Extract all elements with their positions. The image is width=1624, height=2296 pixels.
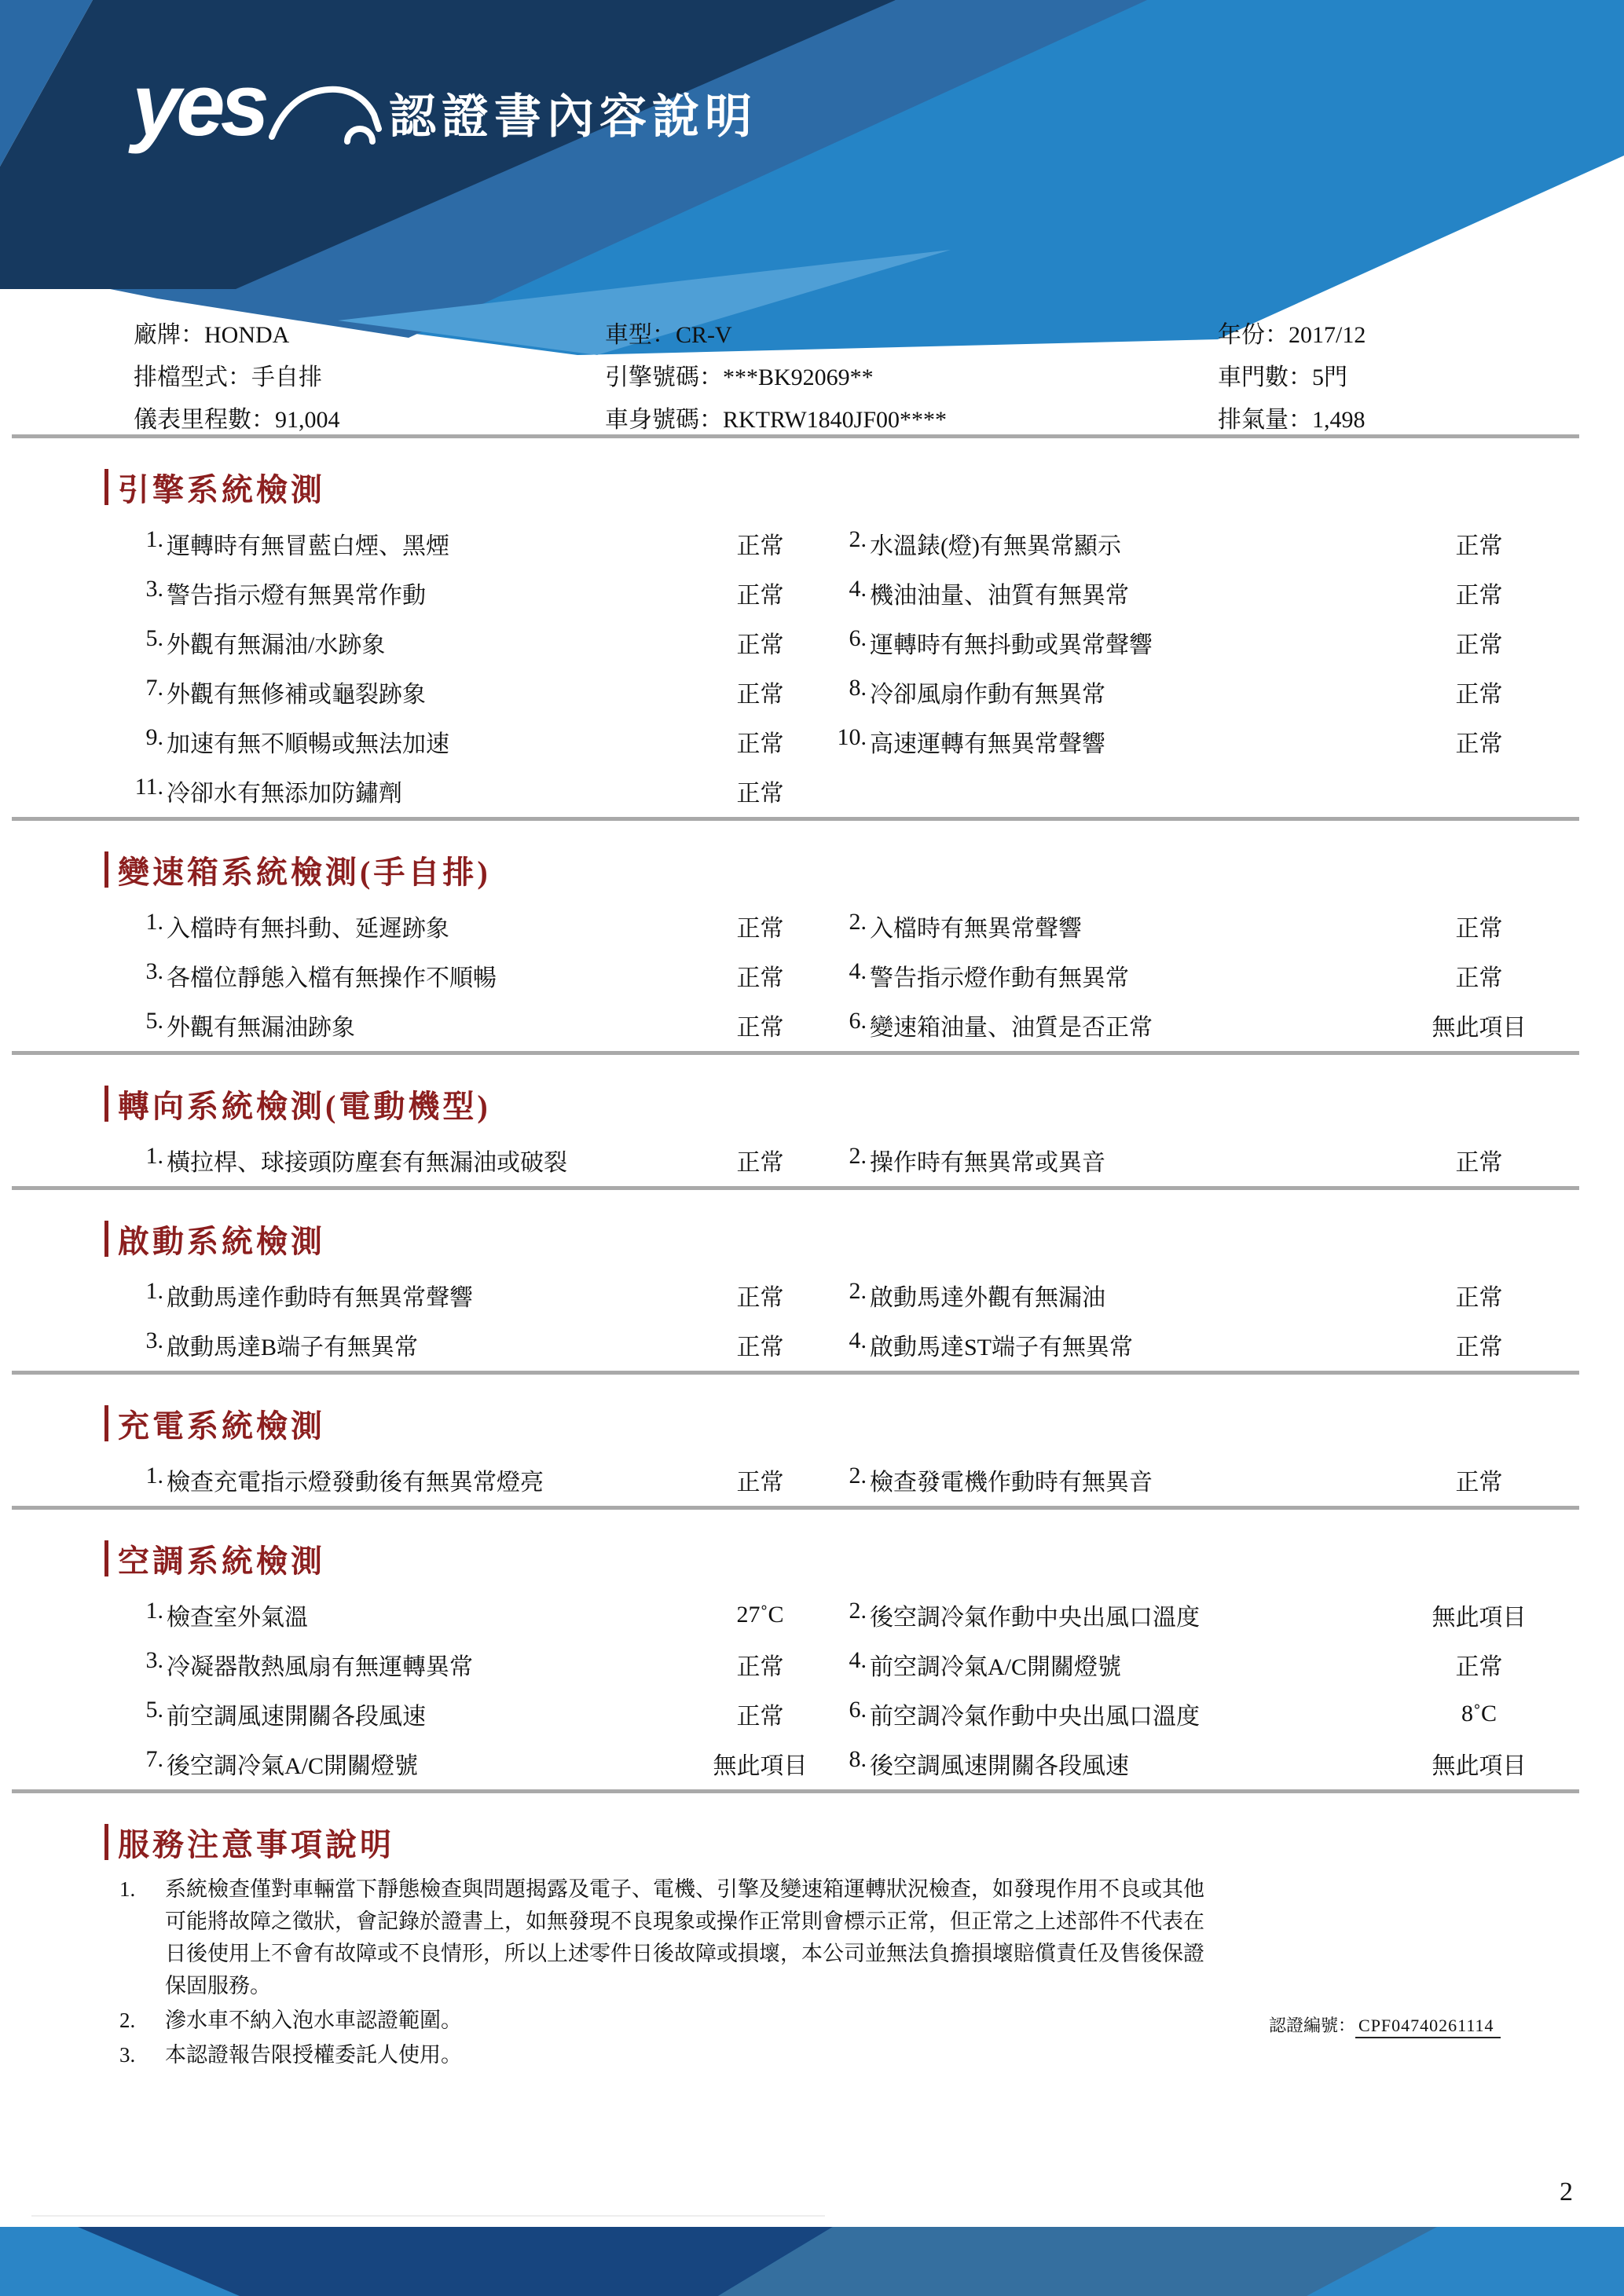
item-text: 後空調風速開關各段風速 — [870, 1752, 1129, 1779]
item-number: 2. — [849, 1142, 867, 1169]
item-text: 檢查室外氣溫 — [167, 1604, 308, 1631]
item-number: 7. — [145, 674, 163, 701]
section-title — [104, 851, 1579, 888]
item-text: 變速箱油量、油質是否正常 — [870, 1014, 1153, 1041]
section-engine — [12, 468, 1579, 821]
info-field: 車型：CR-V — [605, 322, 732, 348]
info-field: 車身號碼：RKTRW1840JF00**** — [605, 407, 948, 433]
title-bar-icon — [104, 1086, 108, 1122]
item-number: 2. — [849, 525, 867, 552]
inspection-result: 無此項目 — [1432, 1752, 1527, 1779]
item-number: 5. — [145, 1007, 163, 1034]
section-title-text: 變速箱系統檢測(手自排) — [118, 854, 491, 890]
inspection-item — [821, 625, 1418, 660]
note-text: 本認證報告限授權委託人使用。 — [165, 2043, 462, 2067]
inspection-item — [118, 1327, 699, 1362]
inspection-item — [118, 1278, 699, 1313]
note-text: 滲水車不納入泡水車認證範圍。 — [165, 2009, 462, 2032]
note-item — [118, 1873, 1579, 2002]
item-text: 操作時有無異常或異音 — [870, 1149, 1105, 1176]
item-text: 外觀有無漏油跡象 — [167, 1014, 355, 1041]
inspection-result: 正常 — [1455, 965, 1503, 991]
item-text: 警告指示燈作動有無異常 — [870, 965, 1129, 991]
item-text: 橫拉桿、球接頭防塵套有無漏油或破裂 — [167, 1149, 567, 1176]
item-text: 水溫錶(燈)有無異常顯示 — [870, 533, 1121, 559]
item-text: 啟動馬達ST端子有無異常 — [870, 1334, 1134, 1360]
item-text: 警告指示燈有無異常作動 — [167, 582, 426, 609]
inspection-result: 無此項目 — [1432, 1604, 1527, 1631]
inspection-result: 正常 — [1455, 1469, 1503, 1496]
item-number: 5. — [145, 624, 163, 651]
inspection-item — [821, 724, 1418, 759]
title-bar-icon — [104, 851, 108, 888]
inspection-item — [118, 576, 699, 610]
inspection-result: 正常 — [736, 1334, 784, 1360]
item-number: 7. — [145, 1745, 163, 1772]
info-field: 引擎號碼：***BK92069** — [605, 364, 874, 390]
item-number: 9. — [145, 723, 163, 750]
section-title — [104, 1085, 1579, 1122]
inspection-item — [821, 1278, 1418, 1313]
item-text: 檢查充電指示燈發動後有無異常燈亮 — [167, 1469, 544, 1496]
title-bar-icon — [104, 1221, 108, 1257]
item-number: 5. — [145, 1696, 163, 1723]
item-number: 10. — [837, 723, 867, 750]
item-text: 外觀有無漏油/水跡象 — [167, 632, 386, 658]
divider — [12, 1371, 1579, 1375]
notes-list — [118, 1873, 1579, 2071]
inspection-result: 正常 — [1455, 915, 1503, 942]
yes-logo: yes — [132, 56, 265, 154]
inspection-result: 正常 — [736, 1284, 784, 1311]
item-number: 11. — [134, 773, 163, 800]
inspection-item — [821, 1463, 1418, 1497]
item-number: 4. — [849, 958, 867, 984]
item-number: 2. — [849, 908, 867, 935]
inspection-report — [12, 434, 1579, 2074]
inspection-item — [118, 774, 699, 808]
inspection-item — [821, 958, 1418, 993]
section-title — [104, 468, 1579, 506]
item-grid — [118, 1135, 1579, 1185]
inspection-result: 正常 — [736, 1149, 784, 1176]
info-field: 車門數：5門 — [1218, 364, 1347, 390]
item-number: 3. — [145, 1646, 163, 1673]
item-number: 3. — [145, 575, 163, 602]
item-number: 6. — [849, 624, 867, 651]
note-number: 2. — [119, 2009, 136, 2032]
item-text: 前空調冷氣A/C開關燈號 — [870, 1653, 1122, 1680]
certification-number — [1269, 2012, 1501, 2037]
inspection-result: 8˚C — [1461, 1700, 1497, 1727]
inspection-item — [118, 1463, 699, 1497]
item-number: 1. — [145, 1142, 163, 1169]
section-title-text: 充電系統檢測 — [118, 1408, 325, 1444]
title-bar-icon — [104, 469, 108, 505]
item-text: 運轉時有無冒藍白煙、黑煙 — [167, 533, 449, 559]
certification-value: CPF04740261114 — [1355, 2016, 1501, 2038]
item-text: 入檔時有無抖動、延遲跡象 — [167, 915, 449, 942]
section-title — [104, 1220, 1579, 1258]
vehicle-info — [134, 314, 1579, 441]
inspection-item — [821, 1697, 1418, 1731]
inspection-item — [118, 1008, 699, 1042]
item-number: 1. — [145, 908, 163, 935]
item-number: 1. — [145, 525, 163, 552]
inspection-item — [821, 1647, 1418, 1682]
item-text: 後空調冷氣A/C開關燈號 — [167, 1752, 419, 1779]
item-grid — [118, 1270, 1579, 1369]
page-number: 2 — [1560, 2177, 1573, 2206]
inspection-result: 無此項目 — [1432, 1014, 1527, 1041]
item-text: 前空調冷氣作動中央出風口溫度 — [870, 1703, 1200, 1730]
item-text: 啟動馬達外觀有無漏油 — [870, 1284, 1105, 1311]
item-grid — [118, 901, 1579, 1049]
note-item — [118, 2039, 1579, 2071]
item-text: 運轉時有無抖動或異常聲響 — [870, 632, 1153, 658]
inspection-item — [118, 724, 699, 759]
inspection-result: 正常 — [736, 780, 784, 807]
section-title-text: 空調系統檢測 — [118, 1543, 325, 1579]
inspection-result: 正常 — [736, 1469, 784, 1496]
inspection-item — [118, 625, 699, 660]
item-text: 外觀有無修補或龜裂跡象 — [167, 681, 426, 708]
item-text: 機油油量、油質有無異常 — [870, 582, 1129, 609]
item-grid — [118, 1455, 1579, 1504]
item-number: 2. — [849, 1462, 867, 1489]
inspection-item — [821, 1598, 1418, 1632]
section-starting — [12, 1220, 1579, 1375]
item-number: 4. — [849, 575, 867, 602]
inspection-result: 正常 — [1455, 1149, 1503, 1176]
title-bar-icon — [104, 1405, 108, 1441]
item-text: 前空調風速開關各段風速 — [167, 1703, 426, 1730]
inspection-result: 正常 — [736, 533, 784, 559]
section-transmission — [12, 851, 1579, 1055]
certification-label: 認證編號： — [1269, 2016, 1356, 2035]
item-number: 1. — [145, 1462, 163, 1489]
section-steering — [12, 1085, 1579, 1190]
footer-line — [31, 2215, 825, 2217]
section-title-text: 服務注意事項說明 — [118, 1826, 394, 1862]
item-text: 冷卻水有無添加防鏽劑 — [167, 780, 402, 807]
inspection-item — [821, 576, 1418, 610]
divider — [12, 1789, 1579, 1793]
inspection-result: 正常 — [1455, 1284, 1503, 1311]
inspection-result: 無此項目 — [713, 1752, 808, 1779]
item-number: 6. — [849, 1007, 867, 1034]
inspection-result: 正常 — [736, 582, 784, 609]
section-title — [104, 1823, 1579, 1861]
footer-banner — [0, 2227, 1624, 2296]
title-bar-icon — [104, 1540, 108, 1576]
item-number: 4. — [849, 1327, 867, 1353]
item-number: 8. — [849, 1745, 867, 1772]
inspection-result: 正常 — [1455, 533, 1503, 559]
inspection-item — [118, 909, 699, 943]
inspection-item — [118, 1598, 699, 1632]
item-number: 2. — [849, 1597, 867, 1624]
divider — [12, 434, 1579, 438]
page-title: 認證書內容說明 — [389, 90, 757, 143]
item-number: 2. — [849, 1277, 867, 1304]
note-text: 系統檢查僅對車輛當下靜態檢查與問題揭露及電子、電機、引擎及變速箱運轉狀況檢查，如發現作用不良或其他可能將故障之徵狀，會記錄於證書上，如無發現不良現象或操作正常則會標示正常，但正常之上述部件不代表在日後使用上不會有故障或不良情形，所以上述零件日後故障或損壞，本公司並無法負擔損壞賠償責任及售後保證保固服務。 — [165, 1877, 1204, 1998]
car-silhouette-icon — [266, 69, 391, 163]
inspection-item — [118, 1143, 699, 1177]
inspection-item — [118, 1697, 699, 1731]
note-number: 3. — [119, 2043, 136, 2067]
inspection-item — [118, 958, 699, 993]
inspection-item — [821, 1008, 1418, 1042]
info-field: 儀表里程數：91,004 — [134, 407, 340, 433]
divider — [12, 817, 1579, 821]
item-text: 冷凝器散熱風扇有無運轉異常 — [167, 1653, 473, 1680]
inspection-result: 正常 — [736, 915, 784, 942]
inspection-result: 正常 — [736, 632, 784, 658]
inspection-item — [118, 526, 699, 561]
divider — [12, 1186, 1579, 1190]
inspection-result: 正常 — [736, 681, 784, 708]
inspection-result: 27˚C — [736, 1601, 784, 1628]
item-text: 後空調冷氣作動中央出風口溫度 — [870, 1604, 1200, 1631]
item-number: 1. — [145, 1597, 163, 1624]
section-charging — [12, 1404, 1579, 1510]
inspection-result: 正常 — [1455, 1653, 1503, 1680]
section-aircon — [12, 1540, 1579, 1793]
inspection-result: 正常 — [1455, 681, 1503, 708]
inspection-result: 正常 — [1455, 1334, 1503, 1360]
inspection-item — [821, 1746, 1418, 1781]
divider — [12, 1051, 1579, 1055]
section-title — [104, 1404, 1579, 1442]
item-grid — [118, 1590, 1579, 1788]
note-number: 1. — [119, 1877, 136, 1901]
item-text: 冷卻風扇作動有無異常 — [870, 681, 1105, 708]
info-field: 排檔型式：手自排 — [134, 364, 322, 390]
item-number: 3. — [145, 958, 163, 984]
inspection-item — [821, 675, 1418, 709]
inspection-result: 正常 — [1455, 632, 1503, 658]
inspection-result: 正常 — [736, 1703, 784, 1730]
divider — [12, 1506, 1579, 1510]
item-text: 檢查發電機作動時有無異音 — [870, 1469, 1153, 1496]
inspection-result: 正常 — [1455, 731, 1503, 757]
info-field: 排氣量：1,498 — [1218, 407, 1366, 433]
inspection-result: 正常 — [736, 965, 784, 991]
info-field: 年份：2017/12 — [1218, 322, 1366, 348]
inspection-result: 正常 — [736, 1014, 784, 1041]
item-number: 4. — [849, 1646, 867, 1673]
inspection-item — [821, 1327, 1418, 1362]
section-title — [104, 1540, 1579, 1577]
item-grid — [118, 518, 1579, 815]
inspection-result: 正常 — [1455, 582, 1503, 609]
inspection-item — [821, 526, 1418, 561]
inspection-item — [821, 909, 1418, 943]
title-bar-icon — [104, 1824, 108, 1860]
section-title-text: 引擎系統檢測 — [118, 471, 325, 507]
item-text: 入檔時有無異常聲響 — [870, 915, 1082, 942]
item-text: 啟動馬達作動時有無異常聲響 — [167, 1284, 473, 1311]
section-title-text: 轉向系統檢測(電動機型) — [118, 1088, 491, 1124]
item-text: 啟動馬達B端子有無異常 — [167, 1334, 419, 1360]
inspection-item — [118, 1746, 699, 1781]
inspection-item — [821, 1143, 1418, 1177]
item-number: 1. — [145, 1277, 163, 1304]
inspection-item — [118, 675, 699, 709]
inspection-result: 正常 — [736, 1653, 784, 1680]
item-number: 6. — [849, 1696, 867, 1723]
section-title-text: 啟動系統檢測 — [118, 1223, 325, 1259]
item-text: 加速有無不順暢或無法加速 — [167, 731, 449, 757]
item-text: 各檔位靜態入檔有無操作不順暢 — [167, 965, 497, 991]
item-text: 高速運轉有無異常聲響 — [870, 731, 1105, 757]
info-field: 廠牌：HONDA — [134, 322, 290, 348]
inspection-result: 正常 — [736, 731, 784, 757]
item-number: 3. — [145, 1327, 163, 1353]
inspection-item — [118, 1647, 699, 1682]
item-number: 8. — [849, 674, 867, 701]
